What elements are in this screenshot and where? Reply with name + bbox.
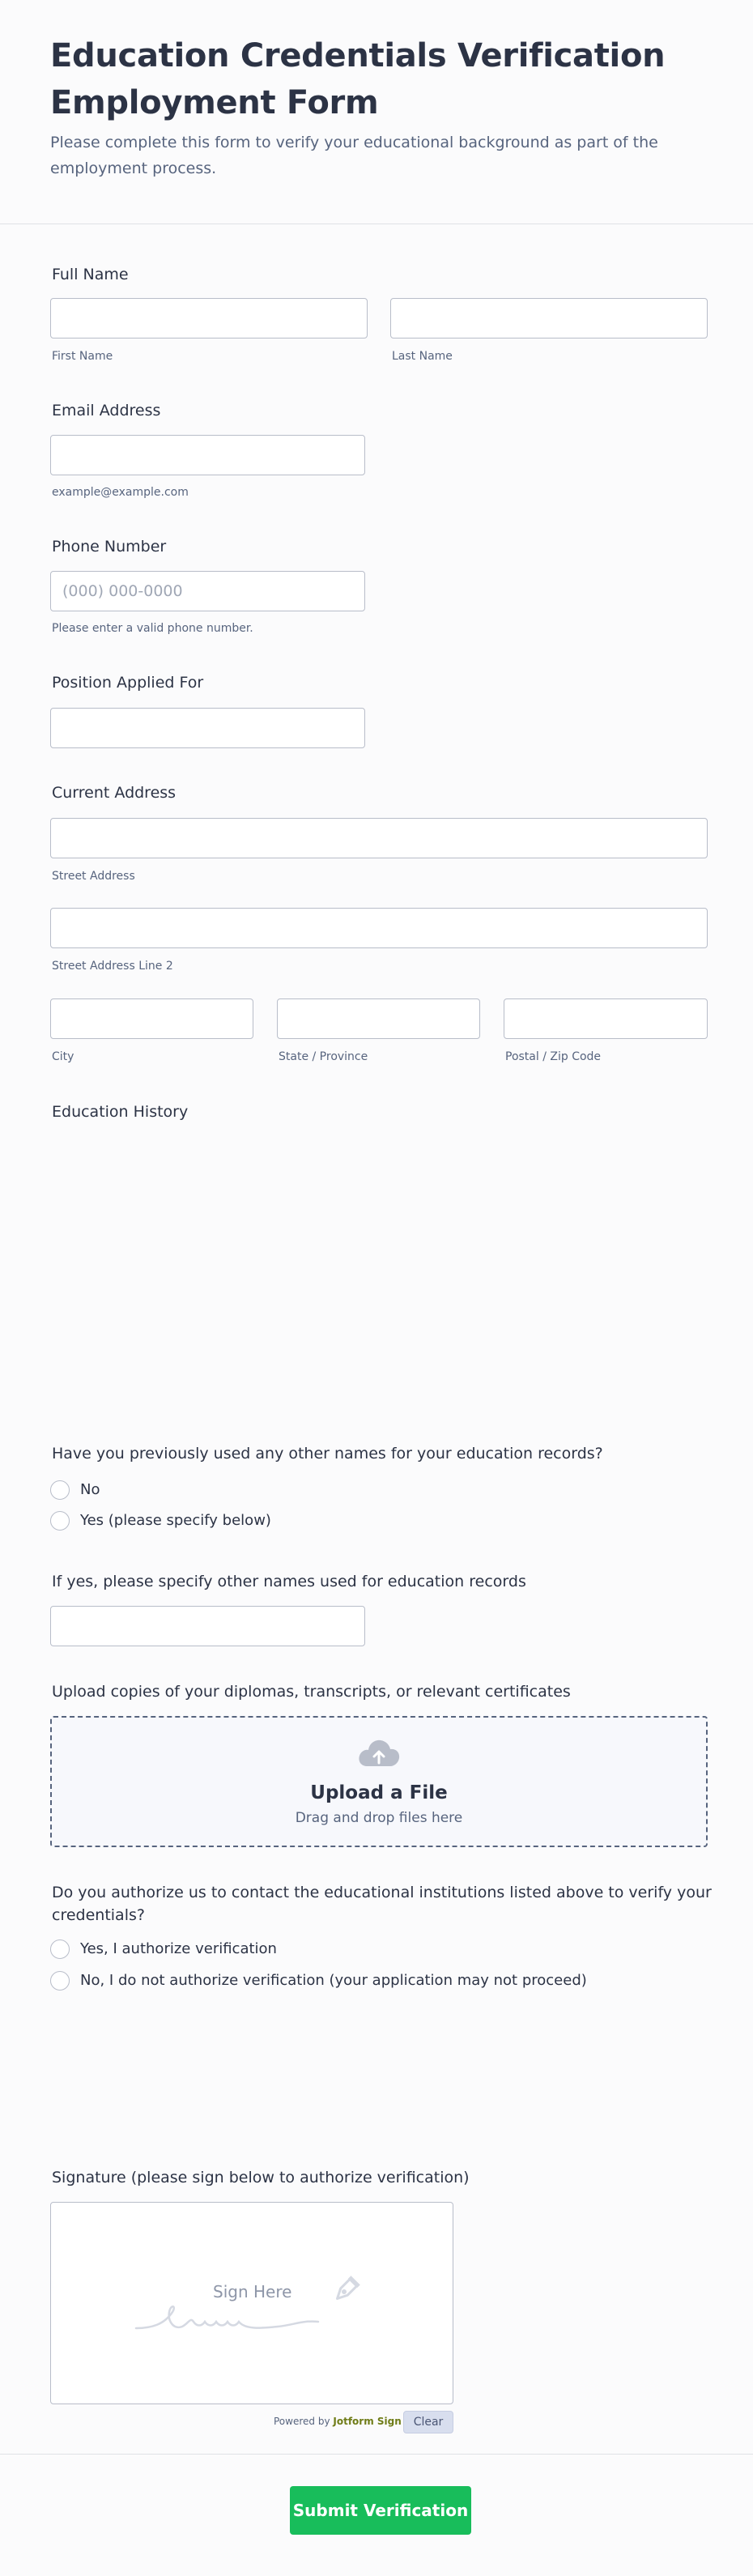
full-name-label: Full Name: [52, 266, 129, 283]
footer-divider: [0, 2454, 753, 2455]
phone-label: Phone Number: [52, 538, 167, 556]
first-name-input[interactable]: [50, 298, 368, 338]
first-name-sublabel: First Name: [52, 350, 113, 363]
specify-names-label: If yes, please specify other names used for education records: [52, 1573, 526, 1590]
specify-names-input[interactable]: [50, 1606, 365, 1646]
upload-label: Upload copies of your diplomas, transcripts, or relevant certificates: [52, 1683, 571, 1701]
file-upload-dropzone[interactable]: [50, 1716, 708, 1847]
cloud-upload-icon: [356, 1737, 402, 1773]
street-address-2-input[interactable]: [50, 908, 708, 948]
radio-authorize-no[interactable]: [50, 1971, 70, 1991]
powered-by-prefix: Powered by: [274, 2416, 330, 2427]
email-label: Email Address: [52, 402, 161, 419]
phone-sublabel: Please enter a valid phone number.: [52, 622, 253, 635]
pen-nib-icon: [326, 2274, 362, 2310]
state-input[interactable]: [277, 998, 480, 1039]
email-sublabel: example@example.com: [52, 486, 189, 499]
powered-by-brand: Jotform Sign: [333, 2416, 402, 2427]
position-input[interactable]: [50, 708, 365, 748]
address-label: Current Address: [52, 784, 177, 802]
signature-label: Signature (please sign below to authorize verification): [52, 2169, 470, 2186]
radio-other-names-yes[interactable]: [50, 1511, 70, 1531]
powered-by-text: [274, 2416, 402, 2427]
street-address-2-sublabel: Street Address Line 2: [52, 960, 173, 973]
authorize-question: Do you authorize us to contact the educational institutions listed above to verify your credentials?: [52, 1884, 712, 1924]
upload-subtitle: Drag and drop files here: [295, 1810, 463, 1826]
phone-input[interactable]: [50, 571, 365, 611]
radio-other-names-yes-label: Yes (please specify below): [80, 1512, 271, 1529]
last-name-input[interactable]: [390, 298, 708, 338]
zip-sublabel: Postal / Zip Code: [505, 1050, 602, 1063]
clear-signature-button[interactable]: Clear: [403, 2411, 453, 2433]
other-names-question: Have you previously used any other names for your education records?: [52, 1445, 603, 1463]
email-input[interactable]: [50, 435, 365, 475]
radio-other-names-no-label: No: [80, 1481, 100, 1498]
page-title: Education Credentials Verification Employment Form: [50, 37, 666, 121]
upload-title: Upload a File: [310, 1782, 448, 1803]
radio-other-names-no[interactable]: [50, 1480, 70, 1500]
city-sublabel: City: [52, 1050, 74, 1063]
city-input[interactable]: [50, 998, 253, 1039]
last-name-sublabel: Last Name: [392, 350, 453, 363]
street-address-sublabel: Street Address: [52, 870, 135, 883]
position-label: Position Applied For: [52, 674, 204, 692]
submit-button[interactable]: Submit Verification: [290, 2486, 471, 2535]
signature-placeholder: Sign Here: [213, 2282, 292, 2301]
signature-pad[interactable]: [50, 2202, 453, 2404]
page-subtitle: Please complete this form to verify your educational background as part of the employment process.: [50, 134, 658, 177]
radio-authorize-yes-label: Yes, I authorize verification: [80, 1940, 277, 1957]
zip-input[interactable]: [504, 998, 708, 1039]
state-sublabel: State / Province: [279, 1050, 368, 1063]
street-address-input[interactable]: [50, 818, 708, 858]
radio-authorize-no-label: No, I do not authorize verification (your application may not proceed): [80, 1972, 587, 1989]
radio-authorize-yes[interactable]: [50, 1939, 70, 1959]
education-history-label: Education History: [52, 1103, 189, 1121]
